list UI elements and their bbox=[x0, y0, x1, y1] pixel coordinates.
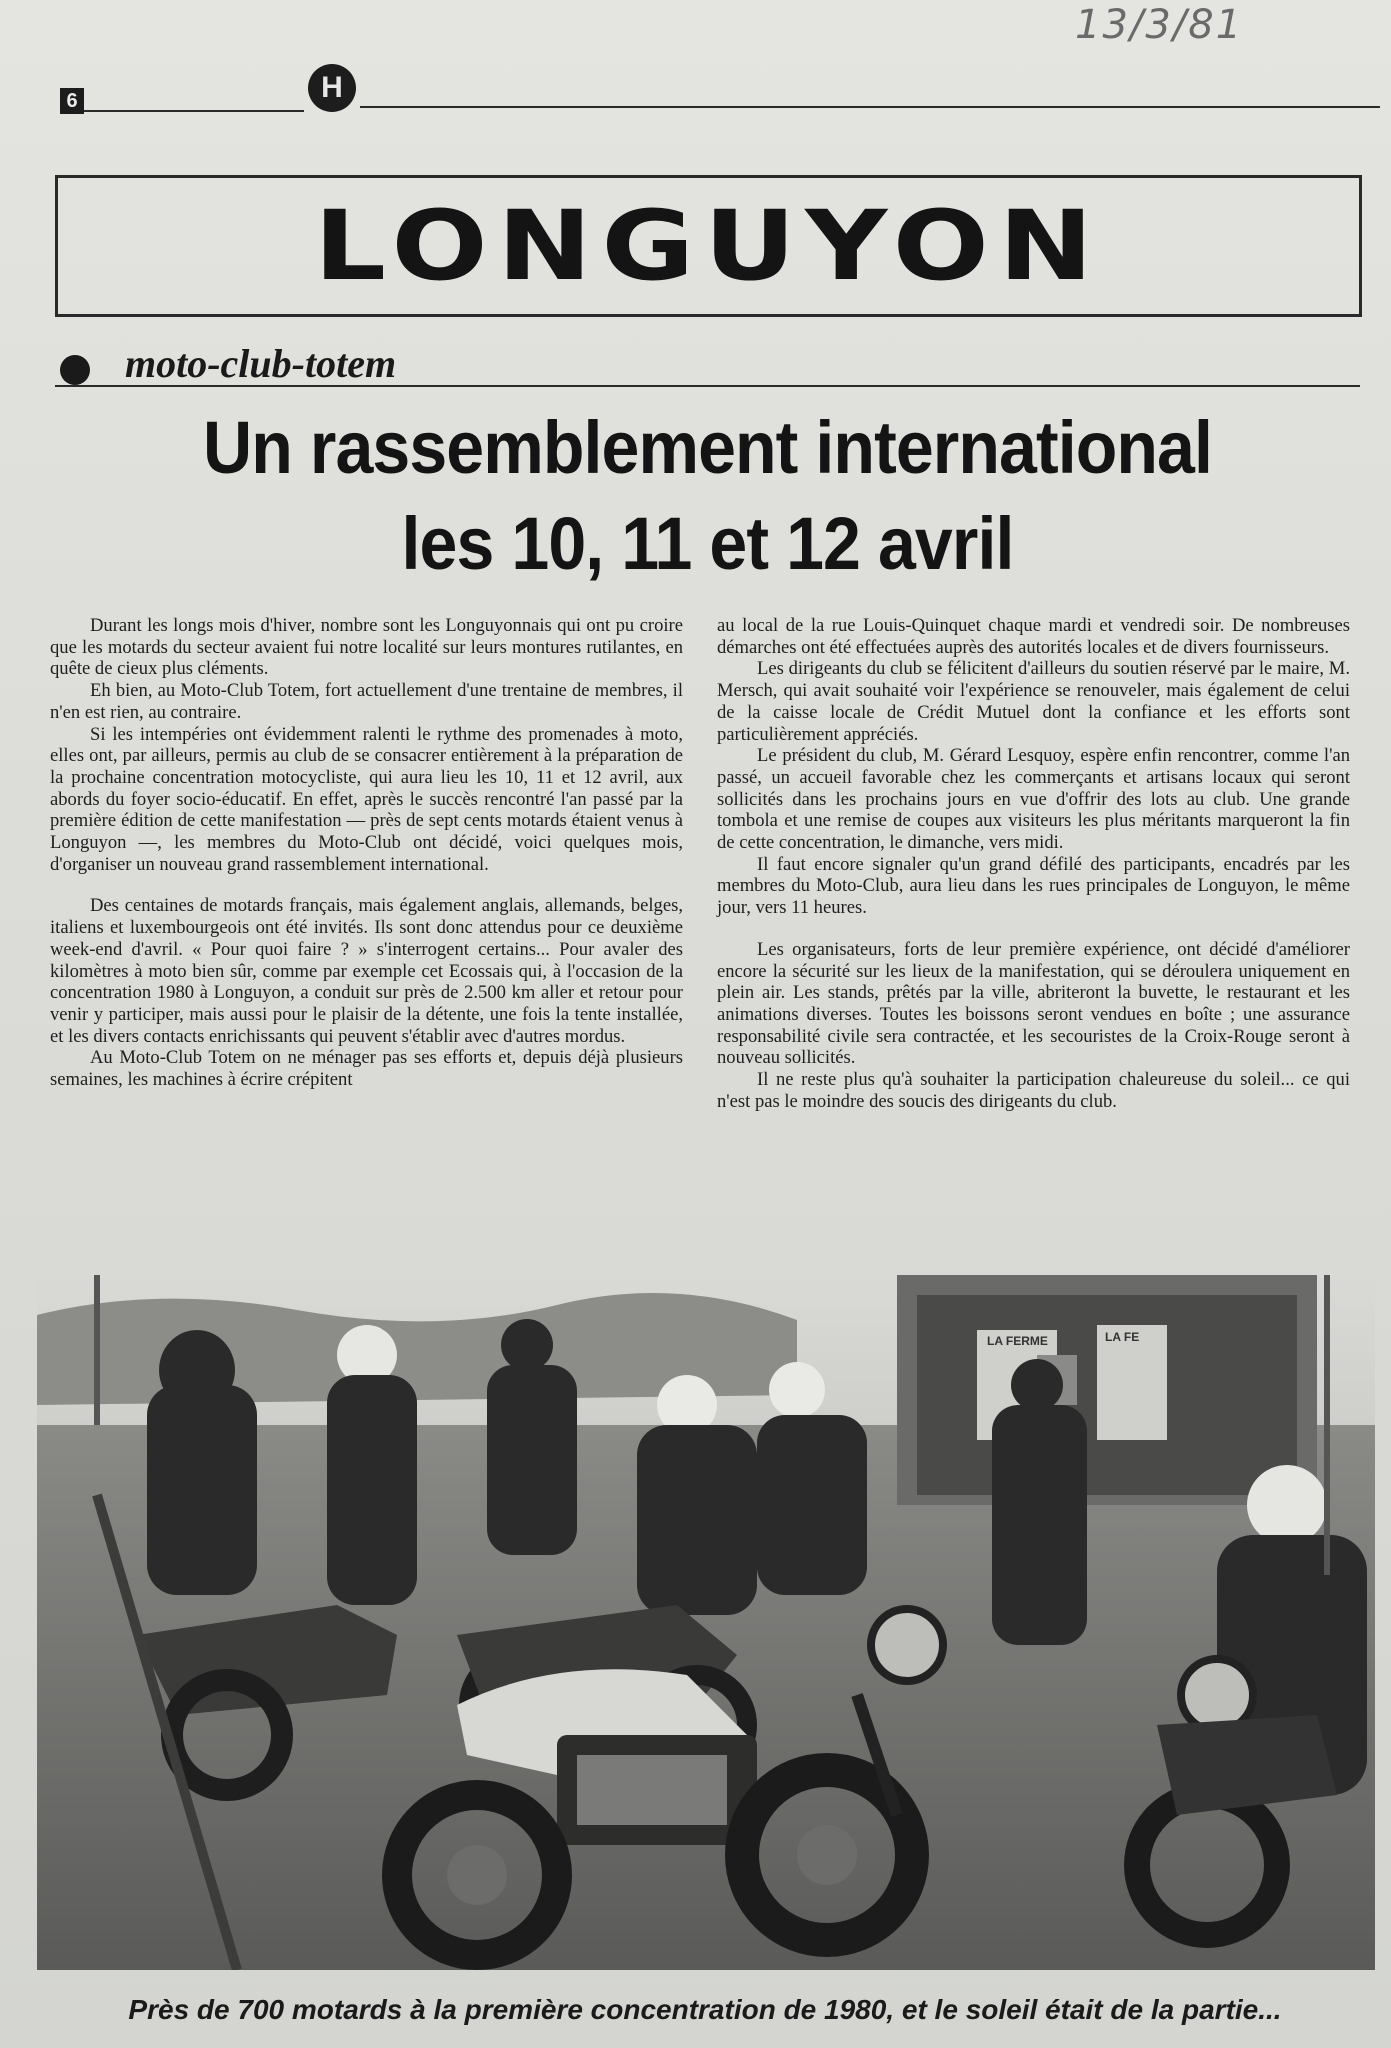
rubric-rule bbox=[55, 385, 1360, 387]
section-title-box bbox=[55, 175, 1362, 317]
paragraph: Au Moto-Club Totem on ne ménager pas ses efforts et, depuis déjà plusieurs semaines, les machines à écrire crépitent bbox=[50, 1047, 683, 1091]
section-title: LONGUYON bbox=[314, 190, 1103, 302]
header-rule-left bbox=[84, 110, 304, 112]
bullet-icon bbox=[60, 355, 90, 385]
headline-line-2: les 10, 11 et 12 avril bbox=[401, 502, 1014, 585]
paragraph: au local de la rue Louis-Quinquet chaque mardi et vendredi soir. De nombreuses démarches ont été effectuées auprès des autorités locales et de divers fournisseurs. bbox=[717, 615, 1350, 658]
paragraph: Il ne reste plus qu'à souhaiter la participation chaleureuse du soleil... ce qui n'est pas le moindre des soucis des dirigeants du club. bbox=[717, 1069, 1350, 1112]
paragraph: Des centaines de motards français, mais également anglais, allemands, belges, italiens et luxembourgeois ont été invités. Ils sont donc attendus pour ce deuxième week-end d'avril. « Pour quoi faire ? » s'interrogent certains... Pour avaler des kilomètres à moto bien sûr, comme par exemple cet Ecossais qui, à l'occasion de la concentration 1980 à Longuyon, a conduit sur près de 2.500 km aller et retour pour venir y participer, mais aussi pour le plaisir de la détente, une fois la tente installée, et les divers contacts enrichissants qui peuvent s'établir avec d'autres mordus. bbox=[50, 895, 683, 1047]
news-photo-motorcyclists bbox=[37, 1275, 1375, 1970]
rubric-label: moto-club-totem bbox=[125, 341, 397, 386]
photo-illustration bbox=[37, 1275, 1375, 1970]
newspaper-logo-icon: H bbox=[308, 64, 356, 112]
handwritten-date: 13/3/81 bbox=[1075, 2, 1244, 48]
paragraph: Il faut encore signaler qu'un grand défilé des participants, encadrés par les membres du Moto-Club, aura lieu dans les rues principales de Longuyon, le même jour, vers 11 heures. bbox=[717, 853, 1350, 919]
headline-line-1: Un rassemblement international bbox=[202, 406, 1212, 489]
paragraph: Si les intempéries ont évidemment ralenti le rythme des promenades à moto, elles ont, par ailleurs, permis au club de se consacrer entièrement à la préparation de la prochaine concentration motocycliste, qui aura lieu les 10, 11 et 12 avril, aux abords du foyer socio-éducatif. En effet, après le succès rencontré l'an passé par la première édition de cette manifestation — près de sept cents motards étaient venus à Longuyon —, les membres du Moto-Club ont décidé, voici quelques mois, d'organiser un nouveau grand rassemblement international. bbox=[50, 723, 683, 875]
poster-label: LA FE bbox=[1105, 1330, 1140, 1344]
paragraph: Le président du club, M. Gérard Lesquoy, espère enfin rencontrer, comme l'an passé, un accueil favorable chez les commerçants et artisans locaux qui seront sollicités dans les prochains jours en vue d'offrir des lots au club. Une grande tombola et une remise de coupes aux visiteurs les plus méritants marqueront la fin de cette concentration, le dimanche, vers midi. bbox=[717, 745, 1350, 854]
poster-label: LA FERME bbox=[987, 1334, 1048, 1348]
photo-caption: Près de 700 motards à la première concentration de 1980, et le soleil était de la partie... bbox=[128, 1994, 1282, 2025]
article-column-right bbox=[717, 615, 1350, 1112]
headline bbox=[55, 400, 1360, 592]
paragraph: Eh bien, au Moto-Club Totem, fort actuellement d'une trentaine de membres, il n'en est rien, au contraire. bbox=[50, 680, 683, 723]
paragraph: Les dirigeants du club se félicitent d'ailleurs du soutien réservé par le maire, M. Mersch, qui avait souhaité voir l'expérience se renouveler, mais également de celui de la caisse locale de Crédit Mutuel dont la confiance et les efforts sont particulièrement appréciés. bbox=[717, 658, 1350, 745]
page-number: 6 bbox=[60, 88, 84, 114]
paragraph: Durant les longs mois d'hiver, nombre sont les Longuyonnais qui ont pu croire que les motards du secteur avaient fui notre localité sur leurs montures rutilantes, en quête de cieux plus cléments. bbox=[50, 615, 683, 680]
header-rule-right bbox=[360, 106, 1380, 108]
article-column-left bbox=[50, 615, 683, 1091]
paragraph: Les organisateurs, forts de leur première expérience, ont décidé d'améliorer encore la sécurité sur les lieux de la manifestation, qui se déroulera uniquement en plein air. Les stands, prêtés par la ville, abriteront la buvette, le restaurant et les animations diverses. Toutes les boissons seront vendues en boîte ; une assurance responsabilité civile sera contractée, et les secouristes de la Croix-Rouge seront à nouveau sollicités. bbox=[717, 938, 1350, 1069]
